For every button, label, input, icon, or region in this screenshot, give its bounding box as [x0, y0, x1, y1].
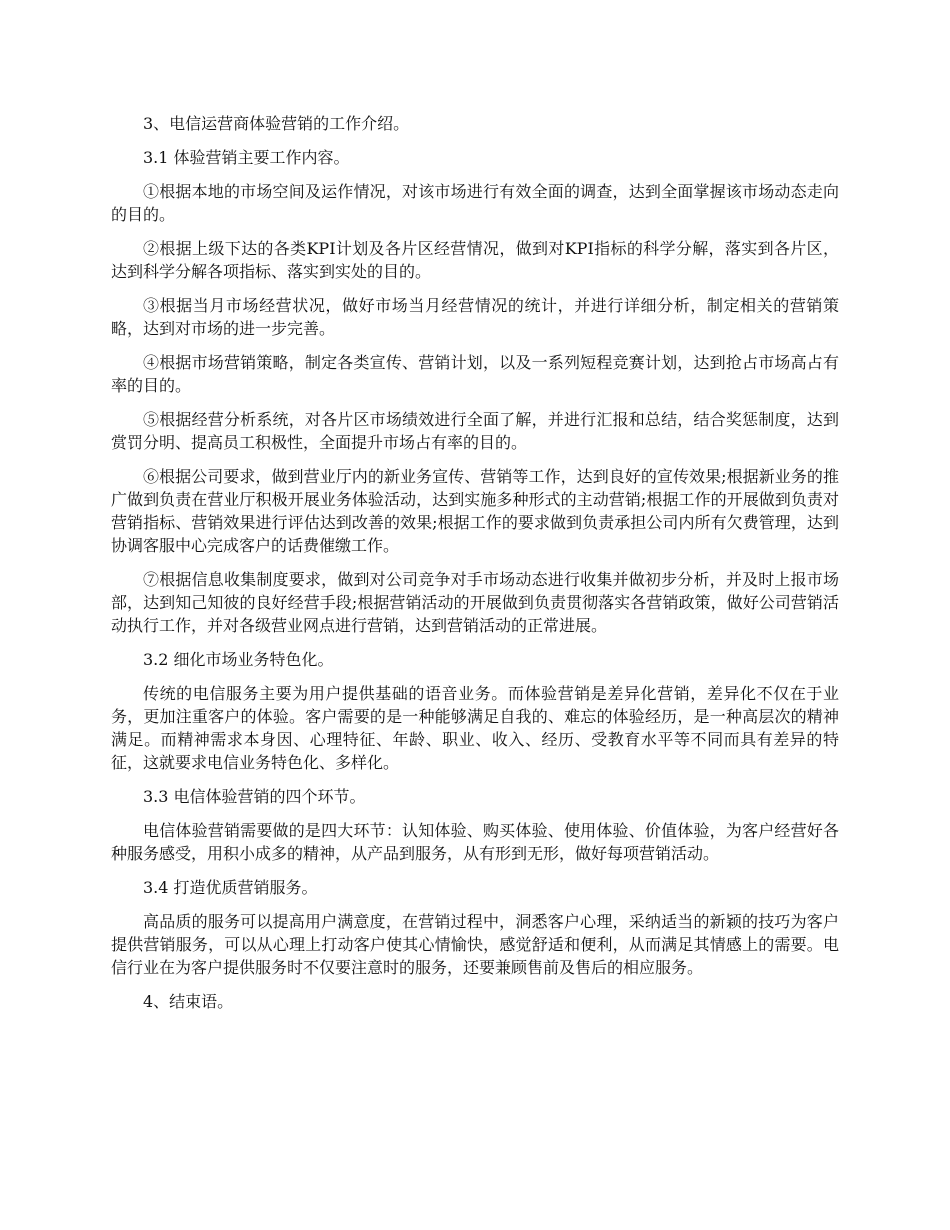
subsection-heading-3-2: 3.2 细化市场业务特色化。 [143, 650, 334, 669]
paragraph-item-4: ④根据市场营销策略，制定各类宣传、营销计划，以及一系列短程竞赛计划，达到抢占市场高占有率的目的。 [111, 353, 839, 395]
paragraph-3-4: 高品质的服务可以提高用户满意度，在营销过程中，洞悉客户心理，采纳适当的新颖的技巧为客户提供营销服务，可以从心理上打动客户使其心情愉快，感觉舒适和便利，从而满足其情感上的需要。电信行业在为客户提供服务时不仅要注意时的服务，还要兼顾售前及售后的相应服务。 [111, 912, 839, 977]
paragraph-item-2: ②根据上级下达的各类KPI计划及各片区经营情况，做到对KPI指标的科学分解，落实到各片区，达到科学分解各项指标、落实到实处的目的。 [111, 239, 839, 281]
paragraph-item-6: ⑥根据公司要求，做到营业厅内的新业务宣传、营销等工作，达到良好的宣传效果;根据新业务的推广做到负责在营业厅积极开展业务体验活动，达到实施多种形式的主动营销;根据工作的开展做到负责对营销指标、营销效果进行评估达到改善的效果;根据工作的要求做到负责承担公司内所有欠费管理，达到协调客服中心完成客户的话费催缴工作。 [111, 467, 839, 555]
subsection-heading-3-4: 3.4 打造优质营销服务。 [143, 878, 318, 897]
paragraph-item-7: ⑦根据信息收集制度要求，做到对公司竞争对手市场动态进行收集并做初步分析，并及时上报市场部，达到知己知彼的良好经营手段;根据营销活动的开展做到负责贯彻落实各营销政策，做好公司营销活动执行工作，并对各级营业网点进行营销，达到营销活动的正常进展。 [111, 570, 839, 635]
paragraph-item-3: ③根据当月市场经营状况，做好市场当月经营情况的统计，并进行详细分析，制定相关的营销策略，达到对市场的进一步完善。 [111, 296, 839, 338]
section-heading-3: 3、电信运营商体验营销的工作介绍。 [143, 114, 410, 133]
paragraph-3-2: 传统的电信服务主要为用户提供基础的语音业务。而体验营销是差异化营销，差异化不仅在于业务，更加注重客户的体验。客户需要的是一种能够满足自我的、难忘的体验经历，是一种高层次的精神满足。而精神需求本身因、心理特征、年龄、职业、收入、经历、受教育水平等不同而具有差异的特征，这就要求电信业务特色化、多样化。 [111, 684, 839, 772]
paragraph-item-5: ⑤根据经营分析系统，对各片区市场绩效进行全面了解，并进行汇报和总结，结合奖惩制度，达到赏罚分明、提高员工积极性，全面提升市场占有率的目的。 [111, 410, 839, 452]
section-heading-4: 4、结束语。 [143, 992, 234, 1011]
document-body [111, 112, 839, 1024]
paragraph-3-3: 电信体验营销需要做的是四大环节：认知体验、购买体验、使用体验、价值体验，为客户经营好各种服务感受，用积小成多的精神，从产品到服务，从有形到无形，做好每项营销活动。 [111, 821, 839, 863]
paragraph-item-1: ①根据本地的市场空间及运作情况，对该市场进行有效全面的调查，达到全面掌握该市场动态走向的目的。 [111, 182, 839, 224]
subsection-heading-3-1: 3.1 体验营销主要工作内容。 [143, 148, 350, 167]
subsection-heading-3-3: 3.3 电信体验营销的四个环节。 [143, 787, 366, 806]
